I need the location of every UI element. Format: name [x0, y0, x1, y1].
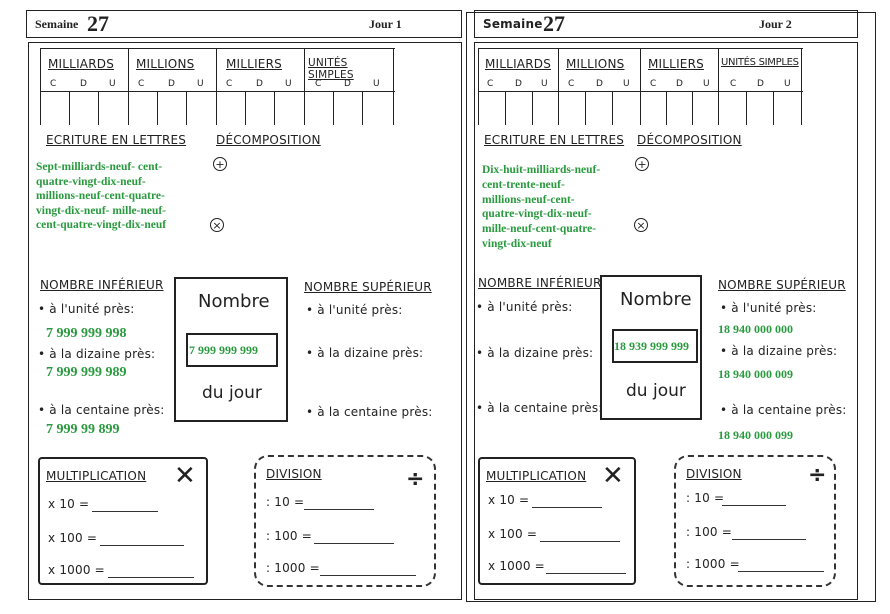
- nombre-label: Nombre: [198, 291, 270, 312]
- number-in-words: Sept-milliards-neuf- cent- quatre-vingt-dix-neuf- millions-neuf-cent-quatre- vingt-dix-neuf- mille-neuf- cent-quatre-vingt-dix-neuf: [36, 161, 167, 231]
- group-unites-simples: UNITÉS SIMPLES: [721, 57, 799, 68]
- d1000-label: : 1000 =: [266, 561, 320, 575]
- sub-d: D: [757, 79, 764, 89]
- group-unites-simples: UNITÉS SIMPLES: [308, 57, 354, 81]
- semaine-number: 27: [87, 11, 109, 36]
- multiply-icon: ✕: [174, 461, 196, 491]
- sub-c: C: [226, 79, 233, 89]
- nombre-inferieur-title: NOMBRE INFÉRIEUR: [40, 278, 164, 292]
- nombre-value-box: [612, 329, 698, 363]
- sub-d: D: [344, 79, 351, 89]
- inf-dizaine-value: 7 999 999 989: [46, 365, 127, 380]
- jour-label: Jour 1: [369, 17, 402, 31]
- sub-u: U: [623, 79, 630, 89]
- inf-unite-value: 7 999 999 998: [46, 326, 127, 341]
- times-icon: ×: [634, 218, 648, 232]
- division-title: DIVISION: [266, 467, 322, 481]
- nombre-superieur-title: NOMBRE SUPÉRIEUR: [304, 280, 432, 294]
- times-icon: ×: [210, 218, 224, 232]
- sub-c: C: [50, 79, 57, 89]
- number-in-words: Dix-huit-milliards-neuf- cent-trente-neuf- millions-neuf-cent- quatre-vingt-dix-neuf- mille-neuf-cent-quatre- vingt-dix-neuf: [482, 164, 601, 250]
- nombre-inferieur-title: NOMBRE INFÉRIEUR: [478, 276, 602, 290]
- sub-c: C: [487, 79, 494, 89]
- decomposition-title: DÉCOMPOSITION: [637, 133, 742, 147]
- sub-c: C: [730, 79, 737, 89]
- sub-d: D: [256, 79, 263, 89]
- ecriture-title: ECRITURE EN LETTRES: [46, 133, 187, 147]
- multiply-icon: ✕: [602, 461, 624, 491]
- division-box: [254, 455, 436, 587]
- group-milliers: MILLIERS: [648, 57, 704, 71]
- inf-dizaine-label: • à la dizaine près:: [38, 347, 156, 361]
- group-milliers: MILLIERS: [226, 57, 282, 71]
- decomposition-title: DÉCOMPOSITION: [216, 133, 321, 147]
- inf-unite-label: • à l'unité près:: [476, 300, 573, 314]
- sub-u: U: [109, 79, 116, 89]
- x1000-label: x 1000 =: [48, 563, 105, 577]
- group-milliards: MILLIARDS: [48, 57, 115, 71]
- divide-icon: ÷: [406, 467, 425, 492]
- multiplication-title: MULTIPLICATION: [46, 469, 147, 483]
- sup-centaine-value: 18 940 000 099: [718, 428, 793, 442]
- jour-label: Jour 2: [759, 17, 792, 31]
- divide-icon: ÷: [808, 463, 827, 488]
- sub-c: C: [650, 79, 657, 89]
- semaine-label: Semaine: [35, 17, 79, 31]
- d100-label: : 100 =: [266, 529, 313, 543]
- sup-unite-label: • à l'unité près:: [720, 301, 817, 315]
- sup-dizaine-label: • à la dizaine près:: [306, 346, 424, 360]
- division-title: DIVISION: [686, 467, 742, 481]
- sub-u: U: [285, 79, 292, 89]
- sub-u: U: [373, 79, 380, 89]
- sub-u: U: [541, 79, 548, 89]
- place-value-table: [40, 48, 395, 125]
- x100-label: x 100 =: [488, 527, 538, 541]
- nombre-du-jour-box: [174, 277, 288, 422]
- group-millions: MILLIONS: [566, 57, 625, 71]
- sub-c: C: [568, 79, 575, 89]
- sup-unite-label: • à l'unité près:: [306, 303, 403, 317]
- sub-d: D: [168, 79, 175, 89]
- du-jour-label: du jour: [626, 381, 686, 401]
- sub-c: C: [315, 79, 322, 89]
- sup-centaine-label: • à la centaine près:: [306, 405, 433, 419]
- sup-unite-value: 18 940 000 000: [718, 322, 793, 336]
- multiplication-box: [38, 457, 208, 585]
- sub-u: U: [197, 79, 204, 89]
- d1000-label: : 1000 =: [686, 557, 740, 571]
- plus-icon: +: [213, 157, 227, 171]
- sub-d: D: [596, 79, 603, 89]
- d10-label: : 10 =: [686, 491, 725, 505]
- division-box: [674, 455, 836, 587]
- nombre-value-box: [186, 333, 278, 367]
- x10-label: x 10 =: [488, 493, 530, 507]
- inf-centaine-label: • à la centaine près:: [38, 403, 165, 417]
- sub-u: U: [784, 79, 791, 89]
- semaine-number: 27: [543, 11, 565, 36]
- multiplication-box: [478, 457, 636, 585]
- nombre-value: 7 999 999 999: [189, 343, 258, 357]
- sub-d: D: [515, 79, 522, 89]
- ecriture-title: ECRITURE EN LETTRES: [484, 133, 625, 147]
- place-value-table: [478, 48, 803, 125]
- nombre-superieur-title: NOMBRE SUPÉRIEUR: [718, 278, 846, 292]
- sub-d: D: [80, 79, 87, 89]
- d10-label: : 10 =: [266, 495, 305, 509]
- semaine-label: Semaine: [483, 17, 543, 31]
- x10-label: x 10 =: [48, 497, 90, 511]
- sub-u: U: [703, 79, 710, 89]
- sub-d: D: [676, 79, 683, 89]
- x1000-label: x 1000 =: [488, 559, 545, 573]
- sup-centaine-label: • à la centaine près:: [720, 403, 847, 417]
- sub-c: C: [138, 79, 145, 89]
- x100-label: x 100 =: [48, 531, 98, 545]
- inf-centaine-label: • à la centaine près:: [476, 401, 603, 415]
- nombre-label: Nombre: [620, 289, 692, 310]
- d100-label: : 100 =: [686, 525, 733, 539]
- nombre-value: 18 939 999 999: [614, 339, 689, 353]
- sup-dizaine-value: 18 940 000 009: [718, 367, 793, 381]
- inf-unite-label: • à l'unité près:: [38, 302, 135, 316]
- multiplication-title: MULTIPLICATION: [486, 469, 587, 483]
- plus-icon: +: [635, 157, 649, 171]
- du-jour-label: du jour: [202, 383, 262, 403]
- group-milliards: MILLIARDS: [485, 57, 552, 71]
- inf-dizaine-label: • à la dizaine près:: [476, 346, 594, 360]
- left-header: [26, 10, 462, 38]
- sup-dizaine-label: • à la dizaine près:: [720, 344, 838, 358]
- inf-centaine-value: 7 999 99 899: [46, 422, 120, 437]
- group-millions: MILLIONS: [136, 57, 195, 71]
- nombre-du-jour-box: [600, 275, 702, 420]
